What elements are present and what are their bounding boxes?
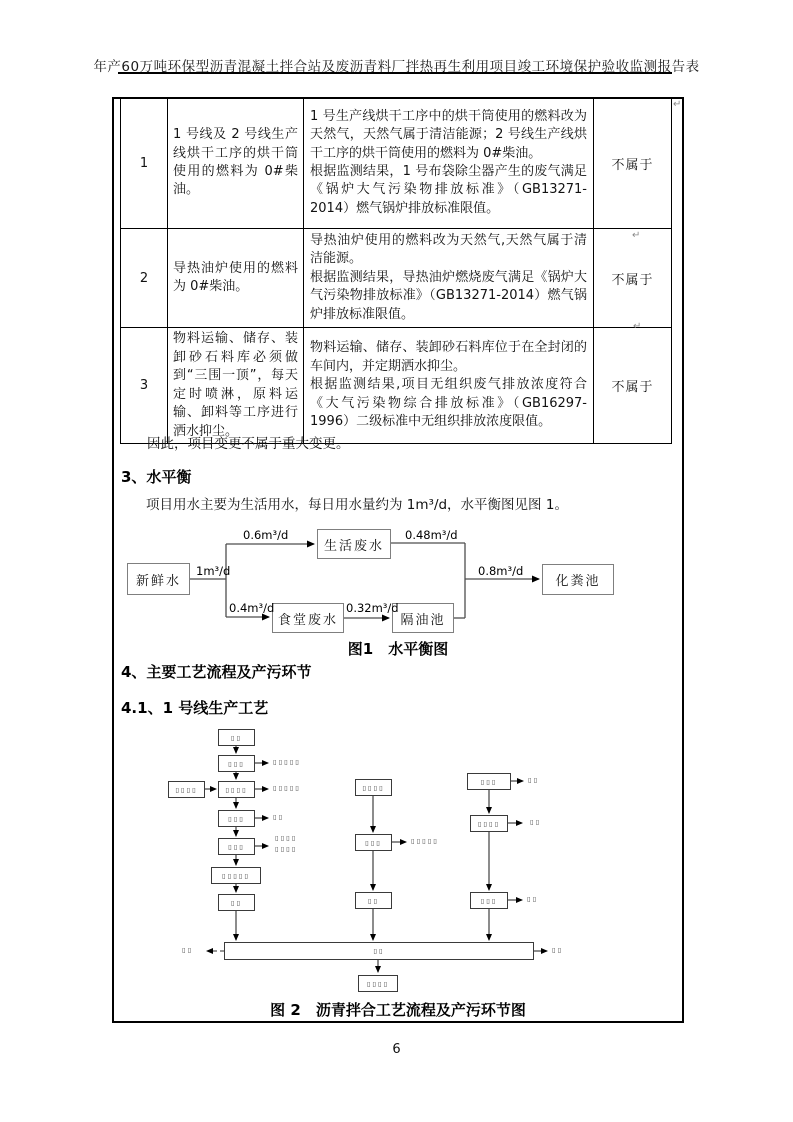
changes-table [120, 97, 672, 444]
actual-cell [304, 229, 594, 328]
process-box: ▯▯▯▯▯ [211, 867, 261, 884]
actual-paragraph: 根据监测结果,项目无组织废气排放浓度符合《大气污染物综合排放标准》（GB16297-1996）二级标准中无组织排放浓度限值。 [310, 377, 587, 430]
domestic-wastewater-box: 生活废水 [317, 529, 391, 559]
row-number-cell: 2 [121, 229, 168, 328]
process-output-label: ▯▯▯▯▯ [273, 758, 301, 766]
process-box: ▯▯▯▯ [218, 781, 255, 798]
process-box: ▯▯▯ [355, 834, 392, 851]
flow-label-to-canteen: 0.4m³/d [229, 601, 275, 615]
paragraph-mark: ↵ [633, 321, 642, 332]
process-box: ▯▯▯ [218, 755, 255, 772]
process-box: ▯▯▯ [218, 838, 255, 855]
actual-cell [304, 328, 594, 444]
header-rule [118, 72, 672, 74]
actual-paragraph: 1 号生产线烘干工序中的烘干筒使用的燃料改为天然气，天然气属于清洁能源；2 号线生产线烘干工序的烘干筒使用的燃料为 0#柴油。 [310, 108, 587, 161]
figure-1-caption: 图1 水平衡图 [347, 640, 449, 658]
paragraph-mark: ↵ [632, 230, 641, 241]
process-output-label: ▯▯ [530, 818, 542, 826]
flow-label-canteen-out: 0.32m³/d [346, 601, 399, 615]
conclusion-text: 因此，项目变更不属于重大变更。 [147, 436, 350, 452]
process-output-label: ▯▯ [527, 895, 539, 903]
conclusion-paragraph [120, 435, 660, 453]
process-box: ▯▯▯▯ [470, 815, 508, 832]
figure-2-process-flow [112, 722, 684, 997]
flow-label-domestic-out: 0.48m³/d [405, 528, 458, 542]
mixer-long-box: ▯▯ [224, 942, 534, 960]
conclusion-cell: 不属于 [594, 229, 672, 328]
septic-tank-box: 化粪池 [542, 564, 614, 595]
actual-paragraph: 导热油炉使用的燃料改为天然气,天然气属于清洁能源。 [310, 233, 587, 267]
actual-cell [304, 98, 594, 229]
process-output-label: ▯▯ [528, 776, 540, 784]
section-3-heading: 3、水平衡 [121, 468, 192, 486]
actual-paragraph: 物料运输、储存、装卸砂石料库位于在全封闭的车间内，并定期洒水抑尘。 [310, 340, 587, 374]
process-output-label: ▯▯ [552, 946, 564, 954]
process-box: ▯▯ [218, 729, 255, 746]
water-usage-paragraph: 项目用水主要为生活用水，每日用水量约为 1m³/d，水平衡图见图 1。 [146, 497, 568, 513]
actual-paragraph: 根据监测结果，1 号布袋除尘器产生的废气满足《锅炉大气污染物排放标准》（GB13271-2014）燃气锅炉排放标准限值。 [310, 164, 587, 216]
process-box: ▯▯ [218, 894, 255, 911]
actual-paragraph: 根据监测结果，导热油炉燃烧废气满足《锅炉大气污染物排放标准》（GB13271-2014）燃气锅炉排放标准限值。 [310, 269, 587, 322]
final-product-box: ▯▯▯▯ [358, 975, 398, 992]
row-number-cell: 1 [121, 98, 168, 229]
conclusion-cell: 不属于 [594, 98, 672, 229]
process-box: ▯▯▯▯ [355, 779, 392, 796]
process-box: ▯▯▯ [467, 773, 511, 790]
process-output-label: ▯▯ [182, 946, 194, 954]
requirement-cell: 导热油炉使用的燃料为 0#柴油。 [168, 229, 304, 328]
process-output-label: ▯▯▯▯ [275, 834, 298, 842]
row-number-cell: 3 [121, 328, 168, 444]
process-box: ▯▯▯ [470, 892, 508, 909]
process-box: ▯▯ [355, 892, 392, 909]
figure-2-caption: 图 2 沥青拌合工艺流程及产污环节图 [270, 1001, 526, 1019]
requirement-cell: 1 号线及 2 号线生产线烘干工序的烘干筒使用的燃料为 0#柴油。 [168, 98, 304, 229]
conclusion-cell: 不属于 [594, 328, 672, 444]
process-output-label: ▯▯ [273, 813, 285, 821]
flow-label-fresh-out: 1m³/d [196, 564, 231, 578]
section-4-1-heading: 4.1、1 号线生产工艺 [121, 699, 269, 717]
flow-label-to-domestic: 0.6m³/d [243, 528, 289, 542]
paragraph-mark: ↵ [673, 99, 682, 110]
table-row [121, 98, 672, 229]
section-4-heading: 4、主要工艺流程及产污环节 [121, 663, 312, 681]
page-number: 6 [392, 1042, 401, 1057]
process-output-label: ▯▯▯▯ [275, 845, 298, 853]
table-row [121, 229, 672, 328]
process-output-label: ▯▯▯▯▯ [411, 837, 439, 845]
canteen-wastewater-box: 食堂废水 [272, 603, 344, 633]
requirement-cell: 物料运输、储存、装卸砂石料库必须做到“三围一顶”，每天定时喷淋，原料运输、卸料等工序进行洒水抑尘。 [168, 328, 304, 444]
fresh-water-box: 新鲜水 [127, 563, 190, 595]
flow-label-to-septic: 0.8m³/d [478, 564, 524, 578]
process-output-label: ▯▯▯▯▯ [273, 784, 301, 792]
oil-trap-box: 隔油池 [392, 603, 454, 633]
header-title: 年产60万吨环保型沥青混凝土拌合站及废沥青料厂拌热再生利用项目竣工环境保护验收监测报告表 [93, 59, 700, 75]
process-box: ▯▯▯ [218, 810, 255, 827]
process-input-box: ▯▯▯▯ [168, 781, 205, 798]
table-row [121, 328, 672, 444]
